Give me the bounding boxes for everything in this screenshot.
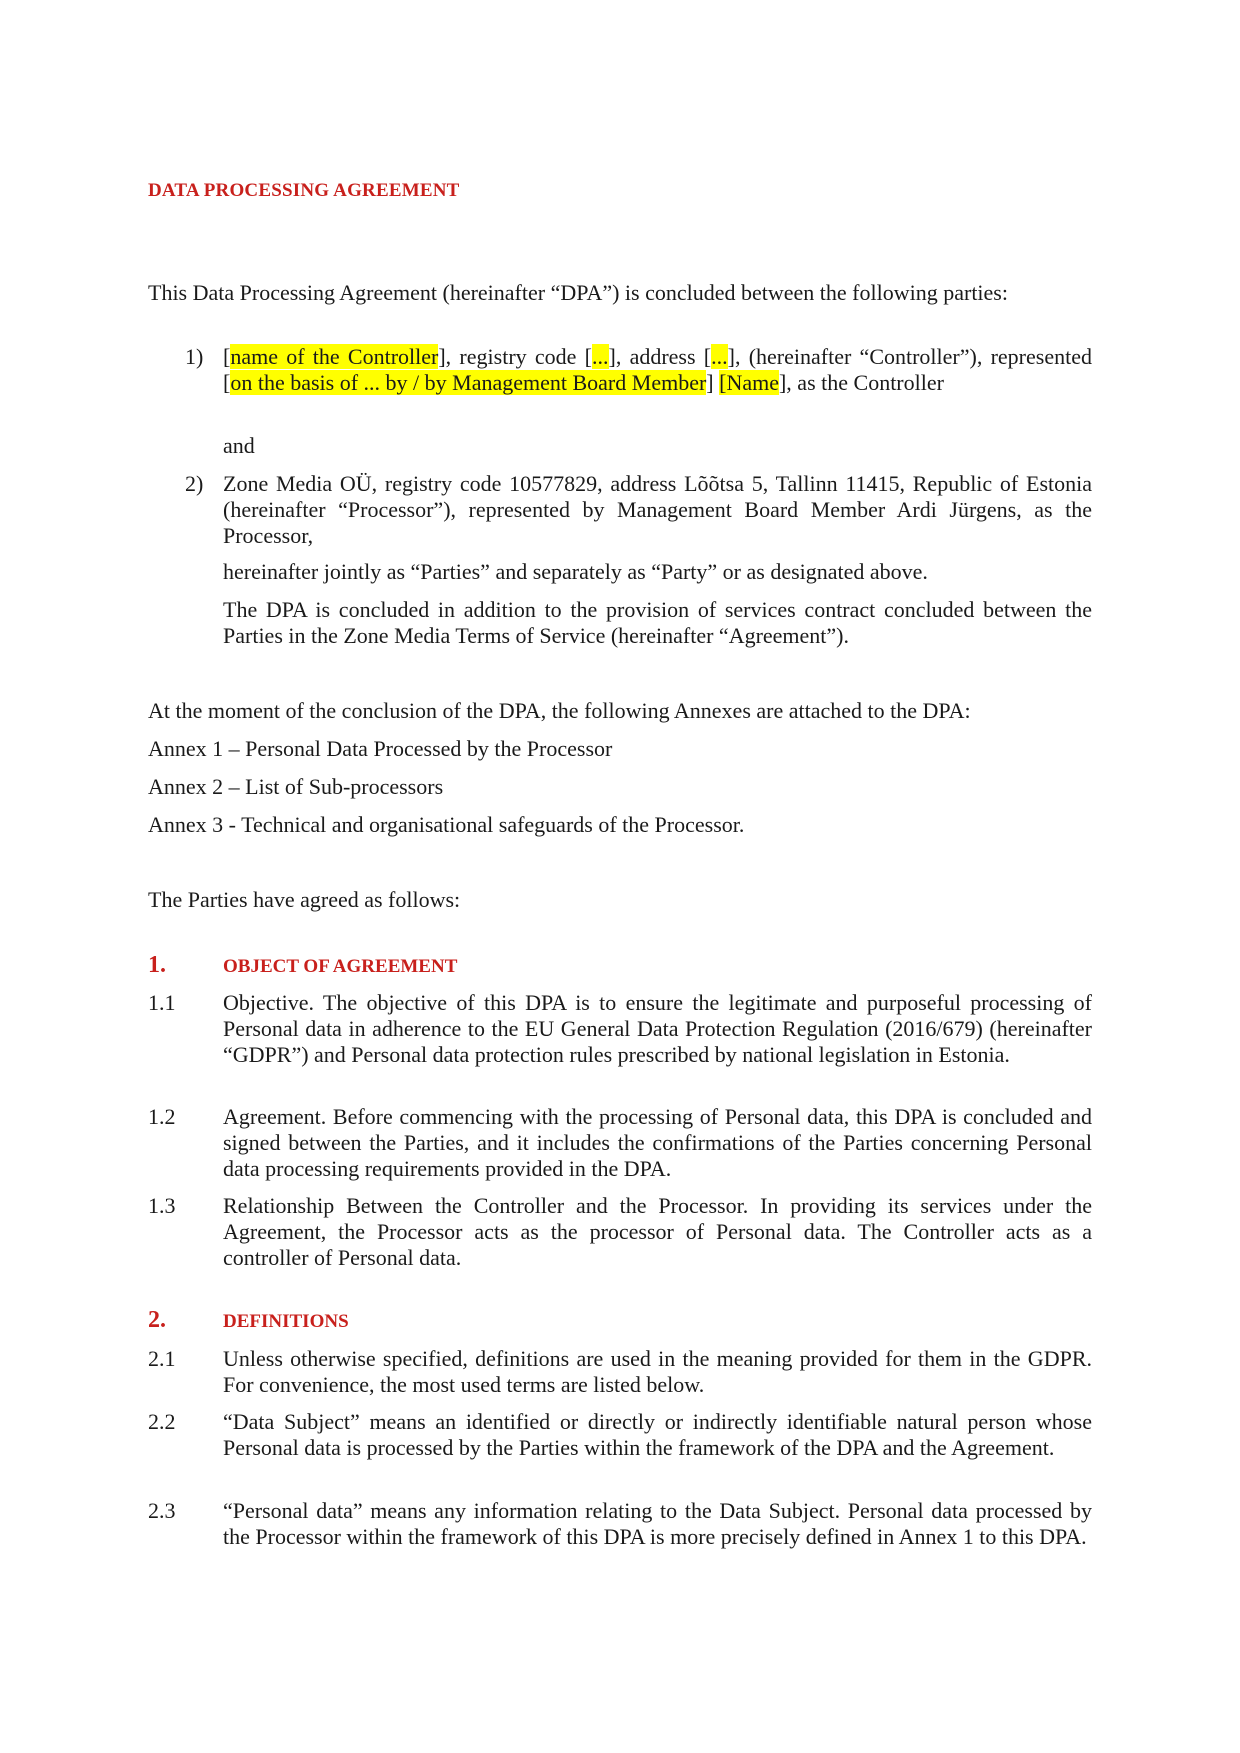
clause-number: 1.1 — [148, 990, 176, 1015]
concluded-paragraph: The DPA is concluded in addition to the provision of services contract concluded between the Parties in the Zone Media Terms of Service (hereinafter “Agreement”). — [223, 597, 1092, 648]
clause-number: 2.3 — [148, 1498, 176, 1523]
clause-text: “Data Subject” means an identified or directly or indirectly identifiable natural person whose Personal data is processed by the Parties within the framework of the DPA and the Agreement. — [223, 1409, 1092, 1460]
section-2-number: 2. — [148, 1307, 166, 1333]
party-2 — [148, 471, 1092, 549]
registry-code-placeholder: ... — [592, 344, 609, 369]
clause-number: 1.3 — [148, 1193, 176, 1218]
clause-1-2 — [148, 1104, 1092, 1182]
section-1-title: OBJECT OF AGREEMENT — [223, 956, 458, 977]
party-2-number: 2) — [185, 471, 204, 496]
clause-1-1 — [148, 990, 1092, 1068]
and-connector: and — [223, 433, 255, 458]
clause-2-1 — [148, 1346, 1092, 1398]
clause-number: 2.1 — [148, 1346, 176, 1371]
clause-text: Unless otherwise specified, definitions are used in the meaning provided for them in the GDPR. For convenience, the most used terms are listed below. — [223, 1346, 1092, 1397]
clause-number: 2.2 — [148, 1409, 176, 1434]
controller-name-placeholder: name of the Controller — [230, 344, 439, 369]
intro-paragraph: This Data Processing Agreement (hereinafter “DPA”) is concluded between the following parties: — [148, 280, 1008, 305]
clause-1-3 — [148, 1193, 1092, 1271]
section-1-number: 1. — [148, 952, 166, 978]
party-1-number: 1) — [185, 344, 204, 369]
clause-2-3 — [148, 1498, 1092, 1550]
party-2-text: Zone Media OÜ, registry code 10577829, address Lõõtsa 5, Tallinn 11415, Republic of Estonia (hereinafter “Processor”), represented by Management Board Member Ardi Jürgens, as the Processor, — [223, 471, 1092, 548]
jointly-paragraph: hereinafter jointly as “Parties” and separately as “Party” or as designated above. — [223, 559, 928, 584]
representative-name-placeholder: [Name — [719, 370, 779, 395]
clause-text: Relationship Between the Controller and the Processor. In providing its services under the Agreement, the Processor acts as the processor of Personal data. The Controller acts as a controller of Personal data. — [223, 1193, 1092, 1270]
annex-2: Annex 2 – List of Sub-processors — [148, 774, 444, 799]
annexes-intro: At the moment of the conclusion of the DPA, the following Annexes are attached to the DPA: — [148, 698, 971, 723]
document-title: DATA PROCESSING AGREEMENT — [148, 180, 460, 201]
address-placeholder: ... — [711, 344, 728, 369]
representation-basis-placeholder: on the basis of ... by / by Management Board Member — [230, 370, 707, 395]
clause-text: Agreement. Before commencing with the processing of Personal data, this DPA is concluded and signed between the Parties, and it includes the confirmations of the Parties concerning Personal data processing requirements provided in the DPA. — [223, 1104, 1092, 1181]
section-2-title: DEFINITIONS — [223, 1311, 349, 1332]
clause-text: “Personal data” means any information relating to the Data Subject. Personal data processed by the Processor within the framework of this DPA is more precisely defined in Annex 1 to this DPA. — [223, 1498, 1092, 1549]
clause-2-2 — [148, 1409, 1092, 1461]
annex-3: Annex 3 - Technical and organisational safeguards of the Processor. — [148, 812, 745, 837]
section-1-heading — [148, 952, 1092, 982]
annex-1: Annex 1 – Personal Data Processed by the Processor — [148, 736, 613, 761]
clause-text: Objective. The objective of this DPA is to ensure the legitimate and purposeful processing of Personal data in adherence to the EU General Data Protection Regulation (2016/679) (hereinafter “GDPR”) and Personal data protection rules prescribed by national legislation in Estonia. — [223, 990, 1092, 1067]
party-1 — [148, 344, 1092, 396]
agreed-paragraph: The Parties have agreed as follows: — [148, 887, 461, 912]
section-2-heading — [148, 1307, 1092, 1337]
party-1-text: [name of the Controller], registry code [...], address [...], (hereinafter “Controller”), represented [on the basis of ... by / by Management Board Member] [Name], as the Controller — [223, 344, 1092, 395]
clause-number: 1.2 — [148, 1104, 176, 1129]
